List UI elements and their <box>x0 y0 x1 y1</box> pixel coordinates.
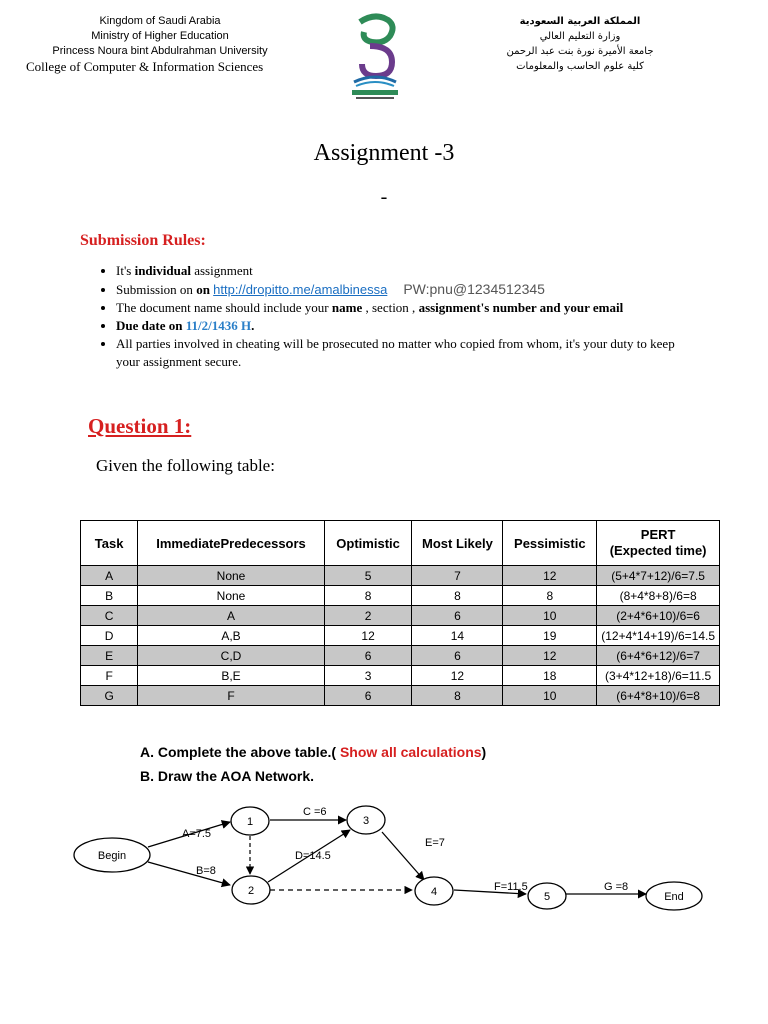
col-predecessors: ImmediatePredecessors <box>138 521 325 566</box>
cell-task: F <box>81 666 138 686</box>
rules-heading: Submission Rules: <box>80 232 206 249</box>
cell-task: A <box>81 566 138 586</box>
rule-cheating: • All parties involved in cheating will be prosecuted no matter who copied from whom, it's your duty to keep your assignment secure. <box>116 335 696 371</box>
header-ministry: Ministry of Higher Education <box>91 30 229 42</box>
table-row <box>81 606 720 626</box>
cell-task: B <box>81 586 138 606</box>
rule-document-name: • The document name should include your name , section , assignment's number and your email <box>116 299 696 317</box>
part-b: B. Draw the AOA Network. <box>140 768 314 784</box>
cell-pessimistic: 10 <box>503 686 597 706</box>
table-row <box>81 586 720 606</box>
table-row <box>81 566 720 586</box>
cell-most-likely: 8 <box>412 686 503 706</box>
cell-predecessors: C,D <box>138 646 325 666</box>
cell-most-likely: 12 <box>412 666 503 686</box>
header-right-kingdom: المملكة العربية السعودية <box>519 16 641 27</box>
cell-pert: (2+4*6+10)/6=6 <box>597 606 720 626</box>
node-end-label: End <box>664 891 684 903</box>
node-2-label: 2 <box>247 885 255 897</box>
col-pert: PERT (Expected time) <box>597 521 720 566</box>
table-row <box>81 646 720 666</box>
rules-list <box>96 262 696 371</box>
password-text: PW:pnu@1234512345 <box>403 281 545 297</box>
question-title: Question 1: <box>88 414 192 438</box>
cell-optimistic: 8 <box>324 586 412 606</box>
cell-predecessors: None <box>138 586 325 606</box>
node-begin-label: Begin <box>97 850 127 862</box>
cell-optimistic: 5 <box>324 566 412 586</box>
table-header-row <box>81 521 720 566</box>
cell-task: C <box>81 606 138 626</box>
cell-pert: (12+4*14+19)/6=14.5 <box>597 626 720 646</box>
edge-d-label: D=14.5 <box>295 850 331 862</box>
rule-individual: • It's individual assignment <box>116 262 696 280</box>
header-college: College of Computer & Information Sciences <box>26 59 264 74</box>
cell-pessimistic: 8 <box>503 586 597 606</box>
header-right-university: جامعة الأميرة نورة بنت عبد الرحمن <box>506 46 654 57</box>
cell-most-likely: 7 <box>412 566 503 586</box>
cell-pessimistic: 12 <box>503 646 597 666</box>
edge-a-label: A=7.5 <box>182 828 212 840</box>
col-most-likely: Most Likely <box>412 521 503 566</box>
edge-b-label: B=8 <box>196 865 216 877</box>
col-optimistic: Optimistic <box>324 521 412 566</box>
header-university: Princess Noura bint Abdulrahman University <box>52 45 268 57</box>
cell-pert: (6+4*6+12)/6=7 <box>597 646 720 666</box>
cell-pessimistic: 19 <box>503 626 597 646</box>
cell-pessimistic: 10 <box>503 606 597 626</box>
cell-task: E <box>81 646 138 666</box>
table-row <box>81 686 720 706</box>
col-task: Task <box>81 521 138 566</box>
node-1-label: 1 <box>246 816 254 828</box>
node-3-label: 3 <box>362 815 370 827</box>
table-row <box>81 666 720 686</box>
edge-f-label: F=11.5 <box>494 881 528 893</box>
node-5-label: 5 <box>543 891 551 903</box>
cell-optimistic: 12 <box>324 626 412 646</box>
cell-optimistic: 6 <box>324 686 412 706</box>
cell-optimistic: 2 <box>324 606 412 626</box>
edge-b <box>148 862 230 885</box>
cell-predecessors: F <box>138 686 325 706</box>
header-left <box>20 14 300 75</box>
cell-predecessors: A <box>138 606 325 626</box>
edge-c-label: C =6 <box>303 806 327 818</box>
submission-link[interactable]: http://dropitto.me/amalbinessa <box>213 282 388 297</box>
part-a: A. Complete the above table.( Show all calculations) <box>140 744 487 760</box>
page-title: Assignment -3 <box>313 140 455 166</box>
cell-optimistic: 6 <box>324 646 412 666</box>
edge-g-label: G =8 <box>604 881 629 893</box>
cell-most-likely: 8 <box>412 586 503 606</box>
header-right-ministry: وزارة التعليم العالي <box>539 31 621 42</box>
university-logo <box>340 12 410 104</box>
cell-pert: (3+4*12+18)/6=11.5 <box>597 666 720 686</box>
cell-predecessors: B,E <box>138 666 325 686</box>
cell-most-likely: 14 <box>412 626 503 646</box>
rule-submission: • Submission on on http://dropitto.me/amalbinessa PW:pnu@1234512345 <box>116 280 696 299</box>
cell-pert: (6+4*8+10)/6=8 <box>597 686 720 706</box>
due-date: 11/2/1436 H <box>185 318 252 333</box>
edge-e-label: E=7 <box>425 837 445 849</box>
aoa-network-diagram <box>0 790 768 920</box>
cell-most-likely: 6 <box>412 606 503 626</box>
cell-pert: (5+4*7+12)/6=7.5 <box>597 566 720 586</box>
table-row <box>81 626 720 646</box>
cell-predecessors: None <box>138 566 325 586</box>
title-dash: - <box>380 186 388 208</box>
rule-due-date: • Due date on 11/2/1436 H. <box>116 317 696 335</box>
col-pessimistic: Pessimistic <box>503 521 597 566</box>
pert-table <box>80 520 720 706</box>
cell-optimistic: 3 <box>324 666 412 686</box>
edge-e <box>382 832 424 880</box>
cell-pessimistic: 18 <box>503 666 597 686</box>
cell-predecessors: A,B <box>138 626 325 646</box>
cell-task: G <box>81 686 138 706</box>
cell-pert: (8+4*8+8)/6=8 <box>597 586 720 606</box>
cell-pessimistic: 12 <box>503 566 597 586</box>
cell-task: D <box>81 626 138 646</box>
header-right-college: كلية علوم الحاسب والمعلومات <box>516 61 644 72</box>
node-4-label: 4 <box>430 886 438 898</box>
question-given: Given the following table: <box>96 456 275 475</box>
header-kingdom: Kingdom of Saudi Arabia <box>99 15 221 27</box>
cell-most-likely: 6 <box>412 646 503 666</box>
header-right <box>480 14 680 74</box>
